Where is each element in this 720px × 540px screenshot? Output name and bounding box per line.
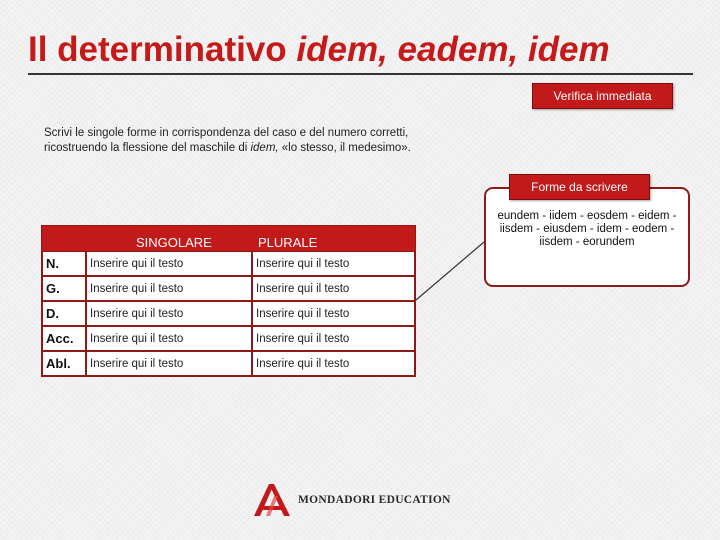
brand-name: MONDADORI EDUCATION xyxy=(298,494,451,506)
header-case xyxy=(42,226,86,251)
table-row xyxy=(42,351,415,376)
forme-da-scrivere-badge: Forme da scrivere xyxy=(509,174,650,200)
header-singolare: SINGOLARE xyxy=(86,226,252,251)
instructions-line1: Scrivi le singole forme in corrispondenza del caso e del numero corretti, xyxy=(44,127,409,139)
singular-input[interactable]: Inserire qui il testo xyxy=(86,326,252,351)
instructions-line2-italic: idem, xyxy=(250,142,279,154)
table-row xyxy=(42,276,415,301)
case-label: D. xyxy=(42,301,86,326)
table-row xyxy=(42,301,415,326)
plural-input[interactable]: Inserire qui il testo xyxy=(252,251,415,276)
plural-input[interactable]: Inserire qui il testo xyxy=(252,276,415,301)
table-row xyxy=(42,326,415,351)
singular-input[interactable]: Inserire qui il testo xyxy=(86,251,252,276)
singular-input[interactable]: Inserire qui il testo xyxy=(86,301,252,326)
verifica-immediata-badge: Verifica immediata xyxy=(532,83,673,109)
case-label: Abl. xyxy=(42,351,86,376)
title-plain: Il determinativo xyxy=(28,30,297,69)
mondadori-logo xyxy=(252,482,472,518)
plural-input[interactable]: Inserire qui il testo xyxy=(252,301,415,326)
mondadori-a-logo-icon xyxy=(252,482,294,518)
case-label: G. xyxy=(42,276,86,301)
plural-input[interactable]: Inserire qui il testo xyxy=(252,326,415,351)
instructions-line2-b: «lo stesso, il medesimo». xyxy=(278,142,411,154)
title-italic: idem, eadem, idem xyxy=(296,30,610,69)
plural-input[interactable]: Inserire qui il testo xyxy=(252,351,415,376)
table-row xyxy=(42,251,415,276)
case-label: N. xyxy=(42,251,86,276)
word-bank-box: eundem - iidem - eosdem - eidem - iisdem - eiusdem - idem - eodem - iisdem - eorundem xyxy=(484,187,690,287)
singular-input[interactable]: Inserire qui il testo xyxy=(86,276,252,301)
table-header-row xyxy=(42,226,415,251)
case-label: Acc. xyxy=(42,326,86,351)
instructions-line2-a: ricostruendo la flessione del maschile di xyxy=(44,142,251,154)
header-plurale: PLURALE xyxy=(252,226,415,251)
declension-table xyxy=(41,225,416,377)
singular-input[interactable]: Inserire qui il testo xyxy=(86,351,252,376)
